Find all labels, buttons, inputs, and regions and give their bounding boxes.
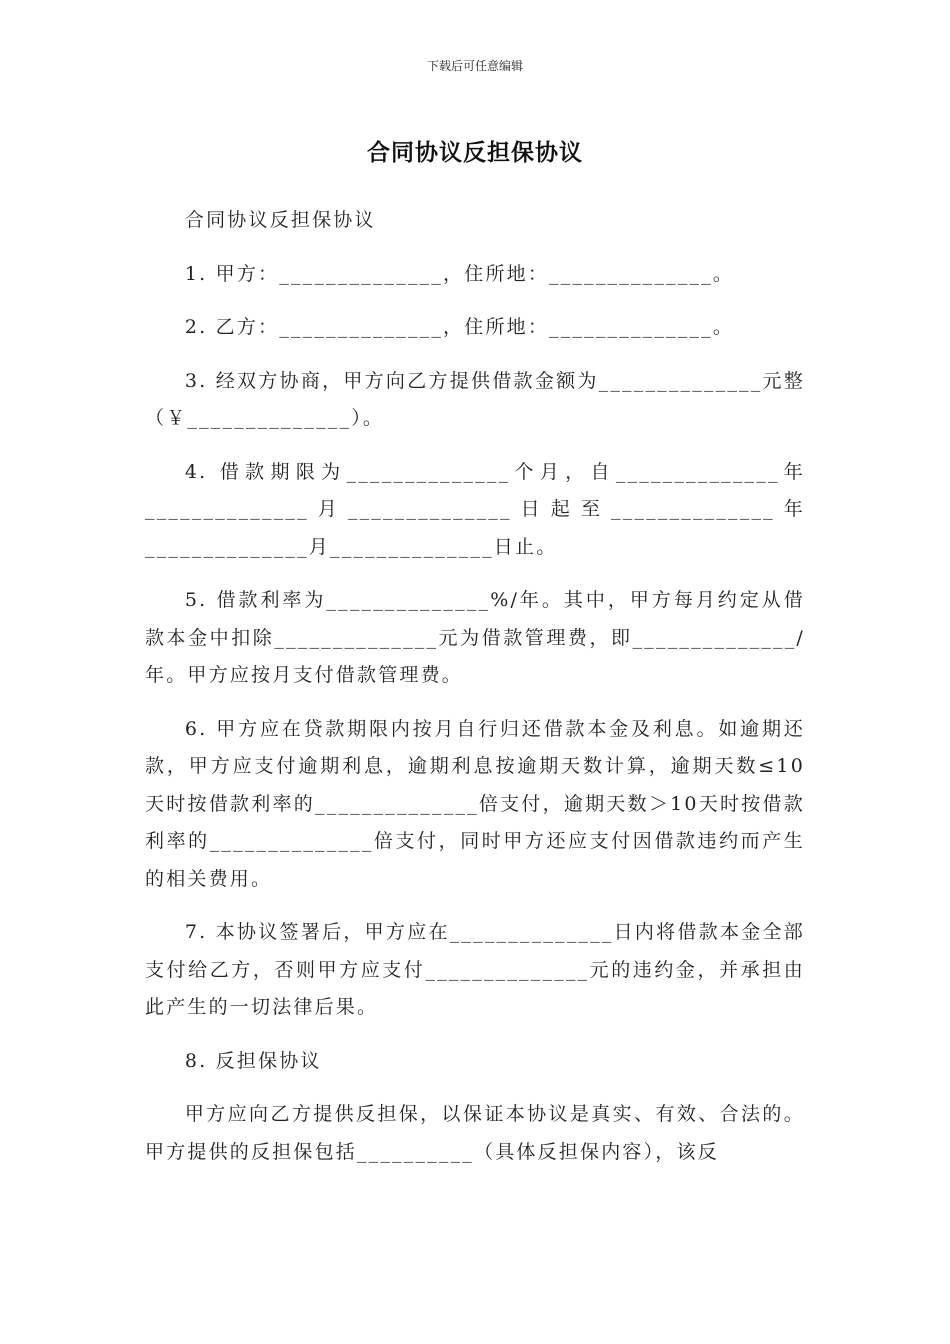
paragraph-counter-guarantee: 甲方应向乙方提供反担保，以保证本协议是真实、有效、合法的。甲方提供的反担保包括__________（具体反担保内容），该反 bbox=[145, 1103, 805, 1163]
paragraph-loan-term: 4. 借款期限为______________个月，自______________年______________月______________日起至______________年______________月______________日止。 bbox=[145, 460, 805, 558]
paragraph-party-b: 2. 乙方：______________，住所地：______________。 bbox=[184, 316, 735, 338]
paragraph-interest-rate: 5. 借款利率为______________%/年。其中，甲方每月约定从借款本金中扣除______________元为借款管理费，即______________/年。甲方应按月支付借款管理费。 bbox=[145, 589, 805, 686]
paragraph-counter-guarantee-heading: 8. 反担保协议 bbox=[184, 1049, 322, 1072]
document-body bbox=[145, 202, 805, 1187]
paragraph-repayment: 6. 甲方应在贷款期限内按月自行归还借款本金及利息。如逾期还款，甲方应支付逾期利息，逾期利息按逾期天数计算，逾期天数≤10天时按借款利率的______________倍支付，逾期天数＞10天时按借款利率的______________倍支付，同时甲方还应支付因借款违约而产生的相关费用。 bbox=[145, 717, 805, 890]
paragraph-subtitle: 合同协议反担保协议 bbox=[184, 209, 376, 231]
page-header-note: 下载后可任意编辑 bbox=[426, 59, 523, 73]
paragraph-loan-amount: 3. 经双方协商，甲方向乙方提供借款金额为______________元整（￥______________）。 bbox=[145, 369, 805, 429]
document-title: 合同协议反担保协议 bbox=[367, 140, 583, 166]
paragraph-party-a: 1. 甲方：______________，住所地：______________。 bbox=[184, 262, 735, 285]
paragraph-payment-deadline: 7. 本协议签署后，甲方应在______________日内将借款本金全部支付给乙方，否则甲方应支付______________元的违约金，并承担由此产生的一切法律后果。 bbox=[145, 921, 805, 1018]
